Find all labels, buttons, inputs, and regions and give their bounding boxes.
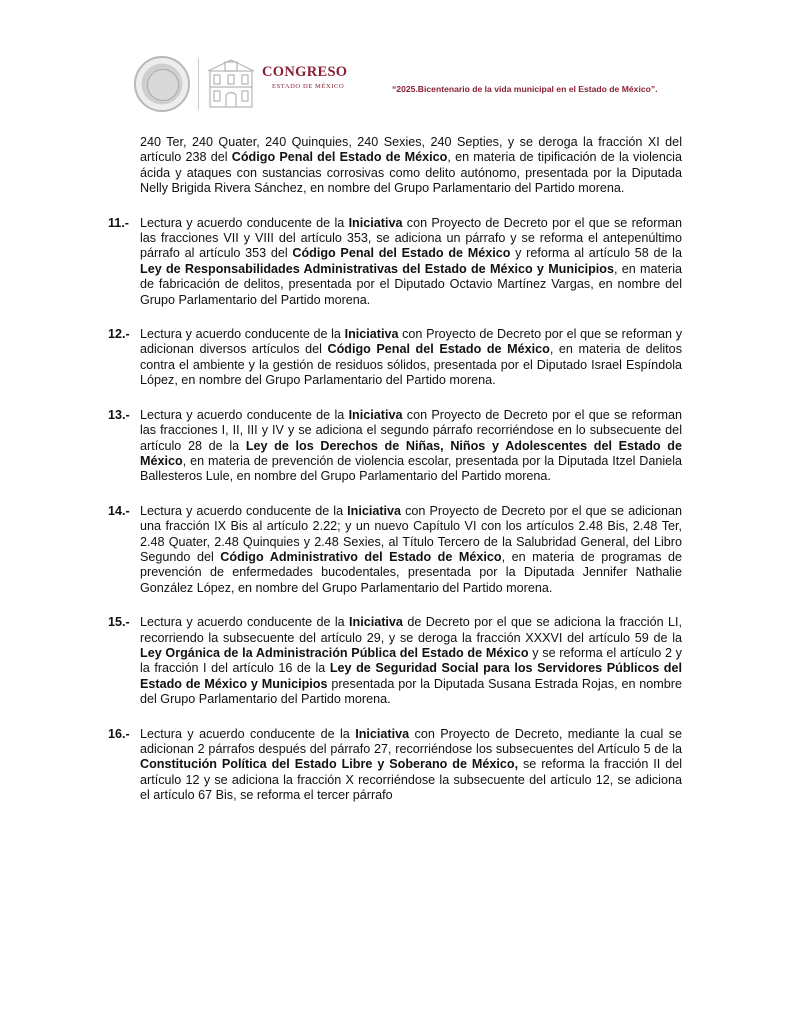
agenda-item-12 <box>108 327 682 389</box>
org-subtitle: ESTADO DE MÉXICO <box>272 83 345 90</box>
item-number: 15.- <box>108 615 130 630</box>
item-text: Lectura y acuerdo conducente de la Iniciativa con Proyecto de Decreto por el que se reforman las fracciones VII y VIII del artículo 353, se adiciona un párrafo y se reforma el antepenúltimo párrafo al artículo 353 del Código Penal del Estado de México y reforma al artículo 58 de la Ley de Responsabilidades Administrativas del Estado de México y Municipios, en materia de fabricación de delitos, presentada por el Diputado Octavio Martínez Vargas, en nombre del Grupo Parlamentario del Partido morena. <box>140 215 683 307</box>
agenda-item-14 <box>108 504 682 596</box>
item-number: 11.- <box>108 215 130 230</box>
item-text: Lectura y acuerdo conducente de la Iniciativa de Decreto por el que se adiciona la fracción LI, recorriendo la subsecuente del artículo 29, y se deroga la fracción XXXVI del artículo 59 de la Ley Orgánica de la Administración Pública del Estado de México y se reforma el artículo 2 y la fracción I del artículo 16 de la Ley de Seguridad Social para los Servidores Públicos del Estado de México y Municipios presentada por la Diputada Susana Estrada Rojas, en nombre del Grupo Parlamentario del Partido morena. <box>140 615 682 707</box>
agenda-item-13 <box>108 408 682 485</box>
header-divider <box>198 58 199 110</box>
item-text: Lectura y acuerdo conducente de la Iniciativa con Proyecto de Decreto por el que se reforman las fracciones I, II, III y IV y se adiciona el segundo párrafo recorriéndose en lo subsecuente del artículo 28 de la Ley de los Derechos de Niñas, Niños y Adolescentes del Estado de México, en materia de prevención de violencia escolar, presentada por la Diputada Itzel Daniela Ballesteros Lule, en nombre del Grupo Parlamentario del Partido morena. <box>140 407 682 484</box>
state-seal-icon <box>134 56 190 112</box>
item-text: Lectura y acuerdo conducente de la Iniciativa con Proyecto de Decreto, mediante la cual se adicionan 2 párrafos después del párrafo 27, recorriéndose los subsecuentes del Artículo 5 de la Constitución Política del Estado Libre y Soberano de México, se reforma la fracción II del artículo 12 y se adiciona la fracción X recorriéndose la subsecuente del artículo 12, se adiciona el artículo 67 Bis, se reforma el tercer párrafo <box>140 726 683 803</box>
document-body <box>108 135 682 804</box>
agenda-item-15 <box>108 615 682 707</box>
continued-paragraph: 240 Ter, 240 Quater, 240 Quinquies, 240 Sexies, 240 Septies, y se deroga la fracción XI del artículo 238 del Código Penal del Estado de México, en materia de tipificación de la violencia ácida y ataques con sustancias corrosivas como delito autónomo, presentada por la Diputada Nelly Brigida Rivera Sánchez, en nombre del Grupo Parlamentario del Partido morena. <box>140 135 682 196</box>
item-number: 12.- <box>108 327 130 342</box>
item-number: 14.- <box>108 503 130 518</box>
agenda-item-11 <box>108 216 682 308</box>
page-header <box>0 0 791 120</box>
header-motto: “2025.Bicentenario de la vida municipal en el Estado de México”. <box>392 84 658 94</box>
item-text: Lectura y acuerdo conducente de la Iniciativa con Proyecto de Decreto por el que se reforman y adicionan diversos artículos del Código Penal del Estado de México, en materia de delitos contra el ambiente y la gestión de residuos sólidos, presentada por el Diputado Israel Espíndola López, en nombre del Grupo Parlamentario del Partido morena. <box>140 327 682 388</box>
legislature-building-icon <box>206 57 256 109</box>
item-number: 13.- <box>108 407 130 422</box>
item-text: Lectura y acuerdo conducente de la Iniciativa con Proyecto de Decreto por el que se adicionan una fracción IX Bis al artículo 2.22; y un nuevo Capítulo VI con los artículos 2.48 Bis, 2.48 Ter, 2.48 Quater, 2.48 Quinquies y 2.48 Sexies, al Título Tercero de la Salubridad General, del Libro Segundo del Código Administrativo del Estado de México, en materia de programas de prevención de enfermedades bucodentales, presentada por la Diputada Jennifer Nathalie González López, en nombre del Grupo Parlamentario del Partido morena. <box>140 503 682 595</box>
org-name: CONGRESO <box>262 64 348 80</box>
item-number: 16.- <box>108 726 130 741</box>
agenda-item-16 <box>108 727 682 804</box>
